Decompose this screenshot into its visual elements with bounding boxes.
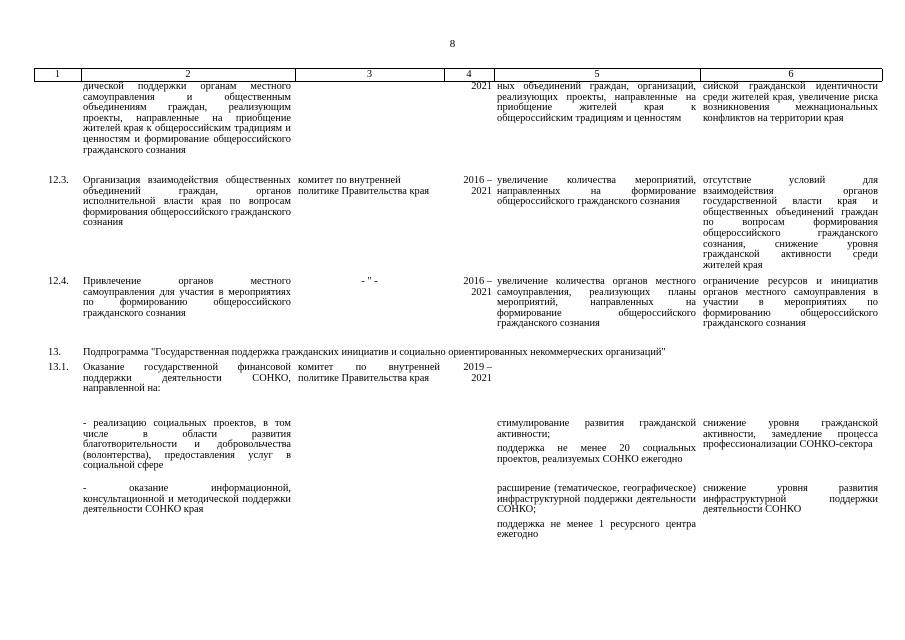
row-13-number: 13.: [48, 347, 61, 358]
sub-1-result-b: поддержка не менее 20 социальных проектов, реализуемых СОНКО ежегодно: [497, 443, 696, 465]
sub-1-results: [497, 419, 696, 469]
row-12-3-result: увеличение количества мероприятий, направленных на формирование общероссийского гражданского сознания: [497, 175, 696, 208]
row-12-4-period-start: 2016 –: [463, 276, 492, 287]
row-12-3-consequence: отсутствие условий для взаимодействия органов государственной власти края и общественных объединений граждан по вопросам формирования общероссийского гражданского сознания, снижение уровня гражданской активности среди жителей края: [703, 175, 878, 271]
row-13-1-executor: комитет по внутренней политике Правительства края: [298, 362, 440, 384]
row-12-3-executor: комитет по внутренней политике Правительства края: [298, 175, 430, 197]
col-header-5: 5: [594, 69, 600, 80]
sub-1-result-a: стимулирование развития гражданской активности;: [497, 418, 696, 440]
row-12-3-period: [444, 176, 492, 197]
col-header-4: 4: [466, 69, 472, 80]
row-13-1-period-end: 2021: [471, 372, 492, 384]
row-12-4-period-end: 2021: [471, 286, 492, 298]
cont-period: 2021: [471, 81, 492, 92]
page-number: 8: [449, 38, 456, 50]
sub-2-measure: - оказание информационной, консультационной и методической поддержки деятельности СОНКО края: [83, 483, 291, 516]
sub-2-consequence: снижение уровня развития инфраструктурной поддержки деятельности СОНКО: [703, 483, 878, 516]
row-13-subprogram-title: Подпрограмма "Государственная поддержка гражданских инициатив и социально ориентированных некоммерческих организаций": [83, 347, 666, 358]
col-header-3: 3: [366, 69, 373, 80]
row-12-4-measure: Привлечение органов местного самоуправления для участия в мероприятиях по формированию общероссийского гражданского сознания: [83, 276, 291, 319]
cont-measure: дической поддержки органам местного самоуправления и общественным объединениям граждан, реализующим проекты, направленные на приобщение жителей края к общероссийским традициям и ценностям и формирование общероссийского гражданского сознания: [83, 81, 291, 156]
col-header-1: 1: [54, 69, 61, 80]
header-top-border: [34, 68, 882, 69]
row-12-3-period-end: 2021: [471, 185, 492, 197]
row-12-4-number: 12.4.: [48, 276, 69, 287]
row-12-3-number: 12.3.: [48, 175, 69, 186]
col-header-6: 6: [788, 69, 794, 80]
sub-2-result-b: поддержка не менее 1 ресурсного центра ежегодно: [497, 518, 696, 541]
cont-result: ных объединений граждан, организаций, реализующих проекты, направленные на приобщение жителей края к общероссийским традициям и ценностям: [497, 81, 696, 124]
row-12-3-measure: Организация взаимодействия общественных объединений граждан, органов исполнительной власти края по вопросам формирования общероссийского гражданского сознания: [83, 175, 291, 229]
row-13-1-period: [444, 363, 492, 384]
row-13-1-period-start: 2019 –: [463, 362, 492, 373]
sub-1-consequence: снижение уровня гражданской активности, замедление процесса профессионализации СОНКО-сектора: [703, 418, 878, 451]
row-12-4-consequence: ограничение ресурсов и инициатив органов местного самоуправления в участии в мероприятиях по формированию общероссийского гражданского сознания: [703, 276, 878, 330]
col-divider: [882, 69, 883, 81]
row-12-4-result: увеличение количества органов местного самоуправления, реализующих планы мероприятий, направленных на формирование общероссийского гражданского сознания: [497, 276, 696, 330]
sub-2-results: [497, 484, 696, 545]
row-13-1-number: 13.1.: [48, 362, 69, 373]
col-header-2: 2: [185, 69, 191, 80]
row-12-3-period-start: 2016 –: [463, 175, 492, 186]
sub-1-measure: - реализацию социальных проектов, в том числе в области развития благотворительности и добровольчества (волонтерства), предоставления услуг в социальной сфере: [83, 418, 291, 472]
row-12-4-period: [444, 277, 492, 298]
sub-2-result-a: расширение (тематическое, географическое) инфраструктурной поддержки деятельности СОНКО;: [497, 483, 696, 516]
row-12-4-executor: - " -: [361, 276, 378, 287]
row-13-1-measure: Оказание государственной финансовой поддержки деятельности СОНКО, направленной на:: [83, 362, 291, 395]
cont-consequence: сийской гражданской идентичности среди жителей края, увеличение риска возникновения межнациональных конфликтов на территории края: [703, 81, 878, 124]
